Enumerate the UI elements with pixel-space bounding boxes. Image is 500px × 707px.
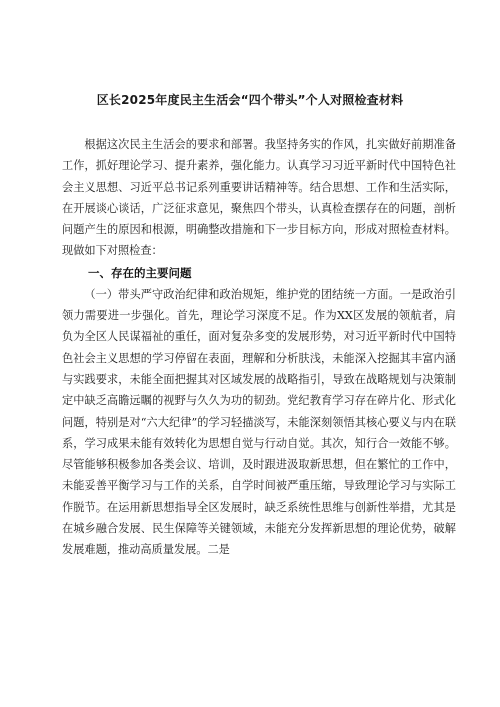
document-title: 区长2025年度民主生活会“四个带头”个人对照检查材料 — [96, 93, 404, 107]
subsection-paragraph: （一）带头严守政治纪律和政治规矩，维护党的团结统一方面。一是政治引领力需要进一步强化。首先，理论学习深度不足。作为XX区发展的领航者，肩负为全区人民谋福祉的重任，面对复杂多变的发展形势，对习近平新时代中国特色社会主义思想的学习停留在表面，理解和分析肤浅，未能深入挖掘其丰富内涵与实践要求，未能全面把握其对区域发展的战略指引，导致在战略规划与决策制定中缺乏高瞻远瞩的视野与久久为功的韧劲。党纪教育学习存在碎片化、形式化问题，特别是对“六大纪律”的学习轻描淡写，未能深刻领悟其核心要义与内在联系，学习成果未能有效转化为思想自觉与行动自觉。其次，知行合一效能不够。尽管能够积极参加各类会议、培训，及时跟进汲取新思想，但在繁忙的工作中，未能妥善平衡学习与工作的关系，自学时间被严重压缩，导致理论学习与实际工作脱节。在运用新思想指导全区发展时，缺乏系统性思维与创新性举措，尤其是在城乡融合发展、民生保障等关键领域，未能充分发挥新思想的理论优势，破解发展难题，推动高质量发展。二是 — [62, 287, 456, 557]
section-heading: 一、存在的主要问题 — [88, 265, 192, 280]
intro-paragraph: 根据这次民主生活会的要求和部署。我坚持务实的作风，扎实做好前期准备工作，抓好理论学习、提升素养，强化能力。认真学习习近平新时代中国特色社会主义思想、习近平总书记系列重要讲话精神等。结合思想、工作和生活实际，在开展谈心谈话，广泛征求意见，聚焦四个带头，认真检查摆存在的问题，剖析问题产生的原因和根源，明确整改措施和下一步目标方向，形成对照检查材料。现做如下对照检查： — [62, 138, 456, 258]
document-body — [62, 134, 456, 561]
